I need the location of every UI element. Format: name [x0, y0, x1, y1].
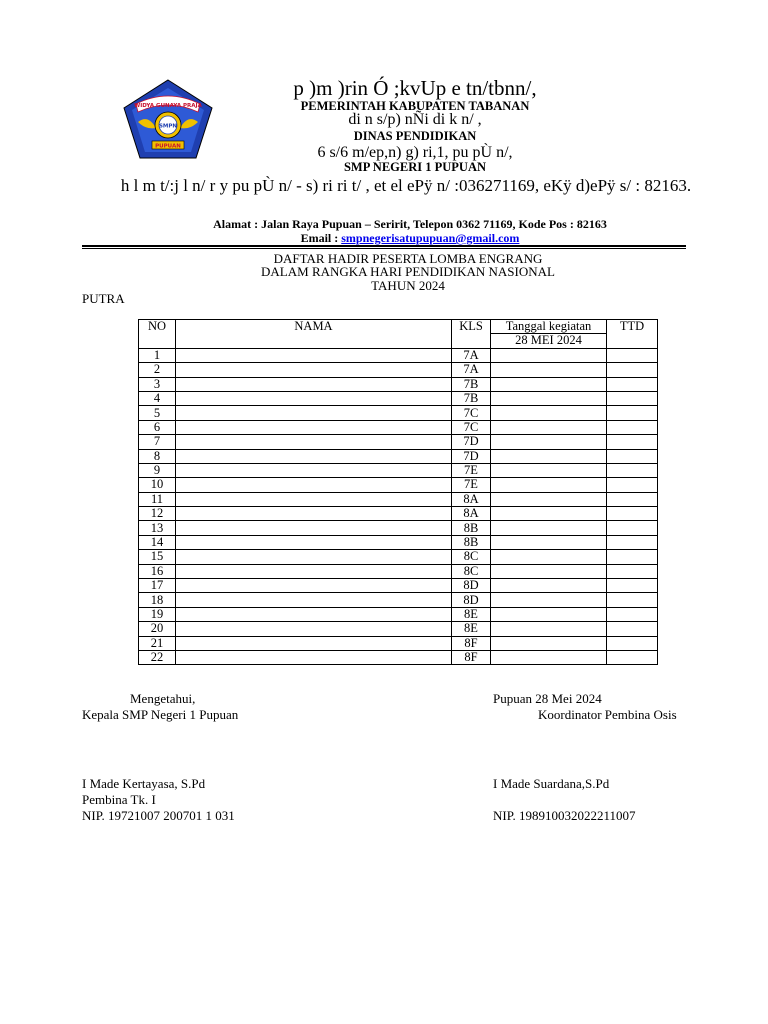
row-ttd	[607, 579, 658, 593]
balinese-address: h l m t/:j l n/ r y pu pÙ n/ - s) ri ri t/ , et el ePÿ n/ :036271169, eKÿ d)ePÿ s/ : 82163.	[120, 176, 692, 195]
table-row	[139, 492, 658, 506]
row-tanggal	[491, 348, 607, 362]
row-ttd	[607, 492, 658, 506]
sig-right-name: I Made Suardana,S.Pd	[493, 776, 610, 791]
school-logo	[122, 78, 214, 160]
row-nama	[176, 521, 452, 535]
row-kls: 7C	[452, 420, 491, 434]
row-ttd	[607, 363, 658, 377]
category-label: PUTRA	[82, 291, 125, 306]
row-no: 13	[139, 521, 176, 535]
header-tanggal: Tanggal kegiatan	[491, 320, 607, 334]
table-row	[139, 650, 658, 664]
row-no: 15	[139, 550, 176, 564]
row-kls: 8F	[452, 636, 491, 650]
row-no: 9	[139, 463, 176, 477]
row-kls: 7A	[452, 348, 491, 362]
row-tanggal	[491, 463, 607, 477]
document-title-line-2: DALAM RANGKA HARI PENDIDIKAN NASIONAL	[261, 264, 555, 279]
row-kls: 8F	[452, 650, 491, 664]
email-label: Email :	[300, 231, 342, 245]
row-nama	[176, 377, 452, 391]
header-rule-thin	[82, 248, 686, 249]
row-no: 6	[139, 420, 176, 434]
row-tanggal	[491, 607, 607, 621]
balinese-line-3: 6 s/6 m/ep,n) g) ri,1, pu pÙ n/,	[317, 144, 513, 161]
row-ttd	[607, 550, 658, 564]
row-kls: 8D	[452, 579, 491, 593]
row-no: 10	[139, 478, 176, 492]
row-tanggal	[491, 593, 607, 607]
row-nama	[176, 420, 452, 434]
address-line: Alamat : Jalan Raya Pupuan – Seririt, Telepon 0362 71169, Kode Pos : 82163	[213, 217, 607, 231]
row-tanggal	[491, 650, 607, 664]
row-tanggal	[491, 449, 607, 463]
sig-left-known: Mengetahui,	[130, 691, 196, 706]
row-no: 2	[139, 363, 176, 377]
table-row	[139, 377, 658, 391]
row-ttd	[607, 391, 658, 405]
row-no: 11	[139, 492, 176, 506]
row-tanggal	[491, 579, 607, 593]
row-tanggal	[491, 622, 607, 636]
row-tanggal	[491, 420, 607, 434]
attendance-table	[138, 319, 658, 665]
table-row	[139, 463, 658, 477]
table-row	[139, 535, 658, 549]
row-nama	[176, 622, 452, 636]
row-kls: 7A	[452, 363, 491, 377]
row-nama	[176, 363, 452, 377]
table-row	[139, 550, 658, 564]
row-no: 3	[139, 377, 176, 391]
row-no: 7	[139, 435, 176, 449]
email-link[interactable]: smpnegerisatupupuan@gmail.com	[341, 231, 520, 245]
row-tanggal	[491, 391, 607, 405]
school-name: SMP NEGERI 1 PUPUAN	[343, 160, 487, 174]
sig-right-nip: NIP. 198910032022211007	[493, 808, 636, 823]
department-name: DINAS PENDIDIKAN	[353, 129, 477, 143]
logo-badge-text: SMPN	[158, 123, 178, 130]
row-kls: 8A	[452, 492, 491, 506]
row-kls: 8B	[452, 521, 491, 535]
row-nama	[176, 550, 452, 564]
row-kls: 8C	[452, 564, 491, 578]
table-header-row	[139, 320, 658, 334]
table-row	[139, 420, 658, 434]
row-ttd	[607, 507, 658, 521]
email-line	[0, 231, 768, 246]
row-kls: 8E	[452, 607, 491, 621]
row-no: 14	[139, 535, 176, 549]
row-nama	[176, 607, 452, 621]
row-tanggal	[491, 363, 607, 377]
row-nama	[176, 593, 452, 607]
row-ttd	[607, 420, 658, 434]
sig-left-nip: NIP. 19721007 200701 1 031	[82, 808, 235, 823]
header-rule-thick	[82, 245, 686, 247]
row-no: 22	[139, 650, 176, 664]
row-ttd	[607, 521, 658, 535]
row-ttd	[607, 535, 658, 549]
row-tanggal	[491, 507, 607, 521]
table-row	[139, 435, 658, 449]
table-row	[139, 348, 658, 362]
row-kls: 8C	[452, 550, 491, 564]
row-kls: 8D	[452, 593, 491, 607]
table-body	[139, 348, 658, 665]
row-no: 8	[139, 449, 176, 463]
row-no: 19	[139, 607, 176, 621]
row-no: 20	[139, 622, 176, 636]
row-nama	[176, 564, 452, 578]
row-ttd	[607, 406, 658, 420]
row-nama	[176, 650, 452, 664]
row-nama	[176, 535, 452, 549]
government-name: PEMERINTAH KABUPATEN TABANAN	[300, 99, 530, 113]
table-row	[139, 521, 658, 535]
row-nama	[176, 435, 452, 449]
row-ttd	[607, 435, 658, 449]
row-kls: 7D	[452, 449, 491, 463]
row-kls: 7E	[452, 478, 491, 492]
row-no: 21	[139, 636, 176, 650]
row-nama	[176, 507, 452, 521]
table-row	[139, 636, 658, 650]
row-tanggal	[491, 406, 607, 420]
logo-ribbon-text: PUPUAN	[155, 143, 181, 150]
row-kls: 7C	[452, 406, 491, 420]
row-nama	[176, 636, 452, 650]
row-kls: 7B	[452, 391, 491, 405]
sig-right-place-date: Pupuan 28 Mei 2024	[493, 691, 602, 706]
table-row	[139, 622, 658, 636]
row-ttd	[607, 622, 658, 636]
row-ttd	[607, 593, 658, 607]
row-tanggal	[491, 521, 607, 535]
sig-left-role: Kepala SMP Negeri 1 Pupuan	[82, 707, 239, 722]
row-kls: 8B	[452, 535, 491, 549]
table-row	[139, 449, 658, 463]
row-ttd	[607, 449, 658, 463]
table-row	[139, 363, 658, 377]
balinese-line-2: di n s/p) nÑi di k n/ ,	[348, 111, 482, 128]
row-nama	[176, 579, 452, 593]
row-nama	[176, 406, 452, 420]
row-ttd	[607, 377, 658, 391]
row-nama	[176, 492, 452, 506]
table-row	[139, 406, 658, 420]
row-tanggal	[491, 492, 607, 506]
row-no: 1	[139, 348, 176, 362]
table-row	[139, 564, 658, 578]
row-ttd	[607, 607, 658, 621]
row-nama	[176, 449, 452, 463]
table-row	[139, 391, 658, 405]
header-date: 28 MEI 2024	[491, 334, 607, 348]
row-no: 16	[139, 564, 176, 578]
header-no: NO	[139, 320, 176, 349]
balinese-line-1: p )m )rin Ó ;kvUp e tn/tbnn/,	[293, 76, 537, 100]
row-kls: 7E	[452, 463, 491, 477]
table-row	[139, 579, 658, 593]
row-ttd	[607, 564, 658, 578]
table-row	[139, 478, 658, 492]
row-nama	[176, 348, 452, 362]
row-nama	[176, 463, 452, 477]
header-ttd: TTD	[607, 320, 658, 349]
logo-banner-text: WIDYA GUNAYA PRAJA	[134, 103, 202, 109]
row-tanggal	[491, 564, 607, 578]
row-ttd	[607, 650, 658, 664]
row-ttd	[607, 348, 658, 362]
row-tanggal	[491, 435, 607, 449]
row-tanggal	[491, 535, 607, 549]
row-tanggal	[491, 636, 607, 650]
row-nama	[176, 391, 452, 405]
table-row	[139, 607, 658, 621]
header-nama: NAMA	[176, 320, 452, 349]
header-kls: KLS	[452, 320, 491, 349]
row-no: 18	[139, 593, 176, 607]
row-no: 5	[139, 406, 176, 420]
row-kls: 7D	[452, 435, 491, 449]
document-title-line-1: DAFTAR HADIR PESERTA LOMBA ENGRANG	[273, 251, 543, 266]
row-no: 17	[139, 579, 176, 593]
row-no: 12	[139, 507, 176, 521]
row-ttd	[607, 463, 658, 477]
document-title-line-3: TAHUN 2024	[371, 278, 445, 293]
row-kls: 8E	[452, 622, 491, 636]
row-ttd	[607, 636, 658, 650]
row-tanggal	[491, 478, 607, 492]
sig-left-name: I Made Kertayasa, S.Pd	[82, 776, 206, 791]
table-row	[139, 507, 658, 521]
row-tanggal	[491, 550, 607, 564]
row-kls: 7B	[452, 377, 491, 391]
row-kls: 8A	[452, 507, 491, 521]
sig-right-role: Koordinator Pembina Osis	[538, 707, 677, 722]
table-row	[139, 593, 658, 607]
row-ttd	[607, 478, 658, 492]
row-nama	[176, 478, 452, 492]
sig-left-rank: Pembina Tk. I	[82, 792, 156, 807]
row-tanggal	[491, 377, 607, 391]
row-no: 4	[139, 391, 176, 405]
